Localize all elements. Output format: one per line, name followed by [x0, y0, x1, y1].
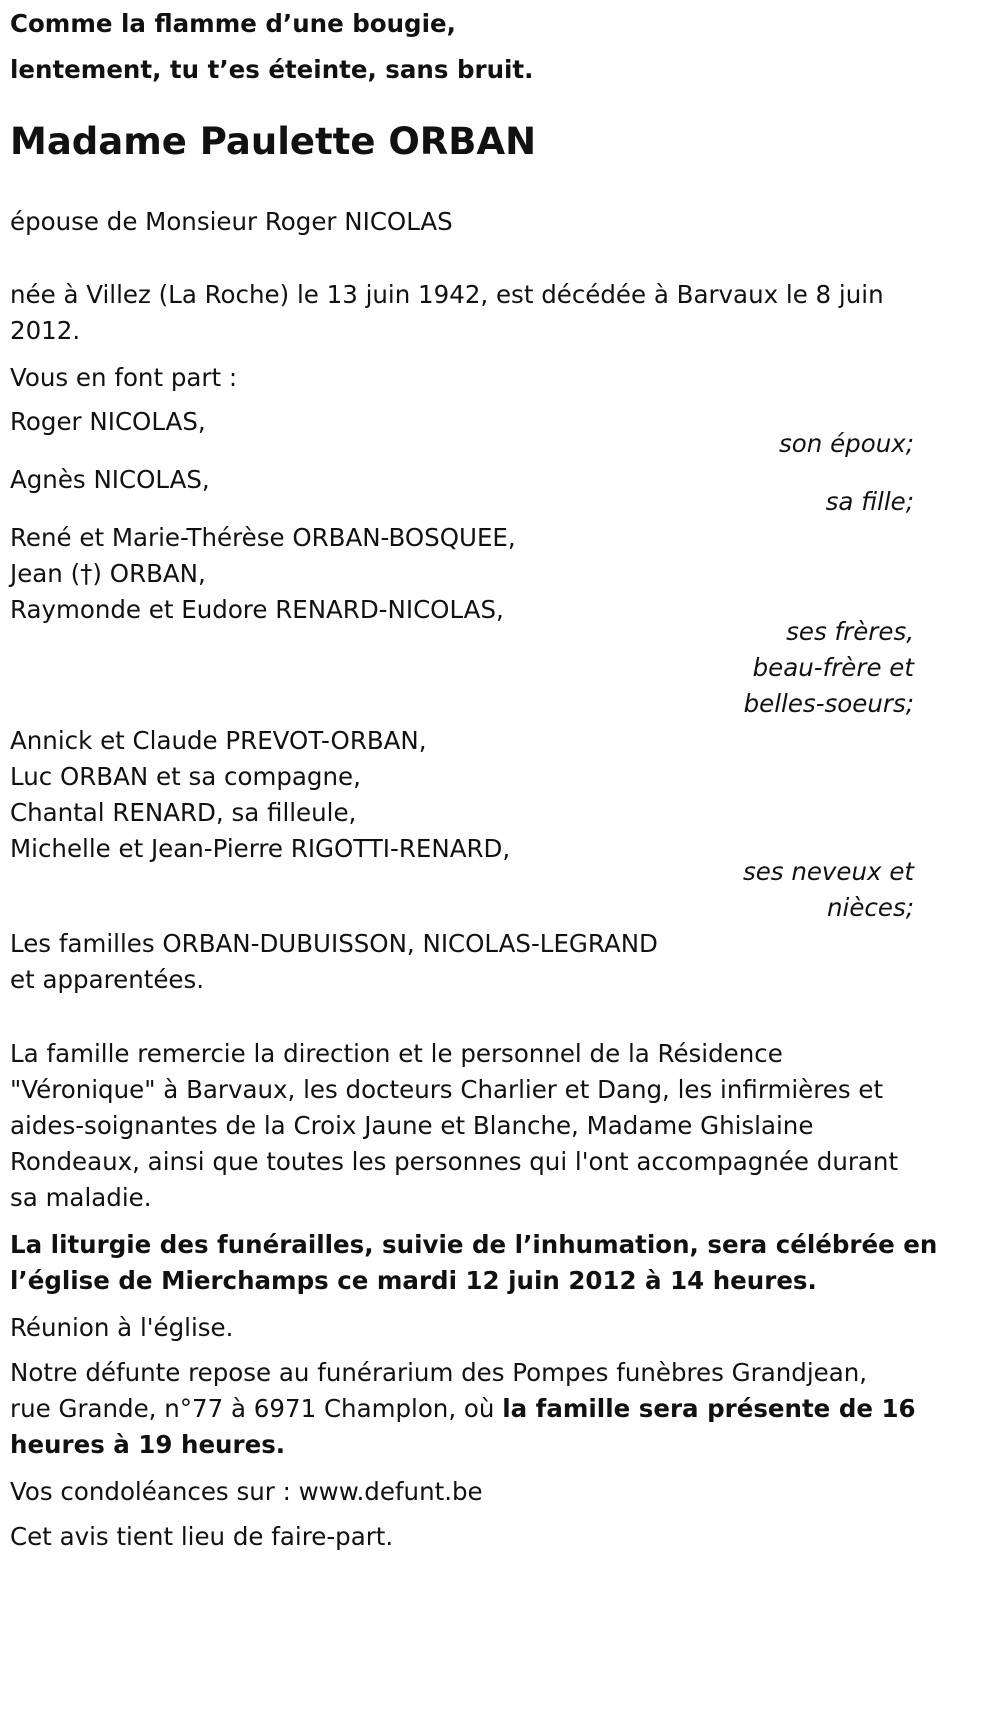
sibling-line: Raymonde et Eudore RENARD-NICOLAS,: [10, 595, 504, 624]
siblings-relation-line: belles-soeurs;: [743, 689, 914, 718]
siblings-relation-line: ses frères,: [786, 617, 914, 646]
notice-text: Cet avis tient lieu de faire-part.: [10, 1522, 394, 1551]
sibling-line: Jean (†) ORBAN,: [10, 559, 206, 588]
funerarium-address: rue Grande, n°77 à 6971 Champlon, où: [10, 1394, 503, 1423]
spouse-line: épouse de Monsieur Roger NICOLAS: [10, 207, 453, 236]
nephew-line: Michelle et Jean-Pierre RIGOTTI-RENARD,: [10, 834, 511, 863]
funerarium-line-2: [10, 1391, 916, 1427]
siblings-relation-line: beau-frère et: [752, 653, 914, 682]
nephews-relation-line: ses neveux et: [742, 857, 914, 886]
thanks-line: La famille remercie la direction et le personnel de la Résidence: [10, 1039, 783, 1068]
family-spouse-name: Roger NICOLAS,: [10, 407, 206, 436]
announce-text: Vous en font part :: [10, 363, 238, 392]
reunion-text: Réunion à l'église.: [10, 1313, 234, 1342]
sibling-line: René et Marie-Thérèse ORBAN-BOSQUEE,: [10, 523, 516, 552]
family-spouse-relation: son époux;: [779, 429, 914, 458]
thanks-line: sa maladie.: [10, 1183, 152, 1212]
birth-death-line-1: née à Villez (La Roche) le 13 juin 1942, est décédée à Barvaux le 8 juin: [10, 280, 884, 309]
family-daughter-relation: sa fille;: [825, 487, 914, 516]
nephew-line: Luc ORBAN et sa compagne,: [10, 762, 361, 791]
families-line: Les familles ORBAN-DUBUISSON, NICOLAS-LEGRAND: [10, 929, 658, 958]
poem-line-2: lentement, tu t’es éteinte, sans bruit.: [10, 55, 534, 84]
family-presence: la famille sera présente de 16: [502, 1394, 916, 1423]
liturgy-line: l’église de Mierchamps ce mardi 12 juin 2012 à 14 heures.: [10, 1266, 817, 1295]
nephew-line: Chantal RENARD, sa filleule,: [10, 798, 357, 827]
funerarium-line-3: heures à 19 heures.: [10, 1430, 286, 1459]
thanks-line: Rondeaux, ainsi que toutes les personnes qui l'ont accompagnée durant: [10, 1147, 899, 1176]
nephew-line: Annick et Claude PREVOT-ORBAN,: [10, 726, 427, 755]
liturgy-line: La liturgie des funérailles, suivie de l’inhumation, sera célébrée en: [10, 1230, 938, 1259]
thanks-line: "Véronique" à Barvaux, les docteurs Charlier et Dang, les infirmières et: [10, 1075, 884, 1104]
poem-line-1: Comme la flamme d’une bougie,: [10, 9, 456, 38]
thanks-line: aides-soignantes de la Croix Jaune et Blanche, Madame Ghislaine: [10, 1111, 814, 1140]
nephews-relation-line: nièces;: [827, 893, 914, 922]
family-daughter-name: Agnès NICOLAS,: [10, 465, 210, 494]
deceased-name: Madame Paulette ORBAN: [10, 120, 537, 163]
funerarium-line-1: Notre défunte repose au funérarium des Pompes funèbres Grandjean,: [10, 1358, 868, 1387]
families-line: et apparentées.: [10, 965, 205, 994]
birth-death-line-2: 2012.: [10, 316, 81, 345]
condolences-text: Vos condoléances sur : www.defunt.be: [10, 1477, 483, 1506]
